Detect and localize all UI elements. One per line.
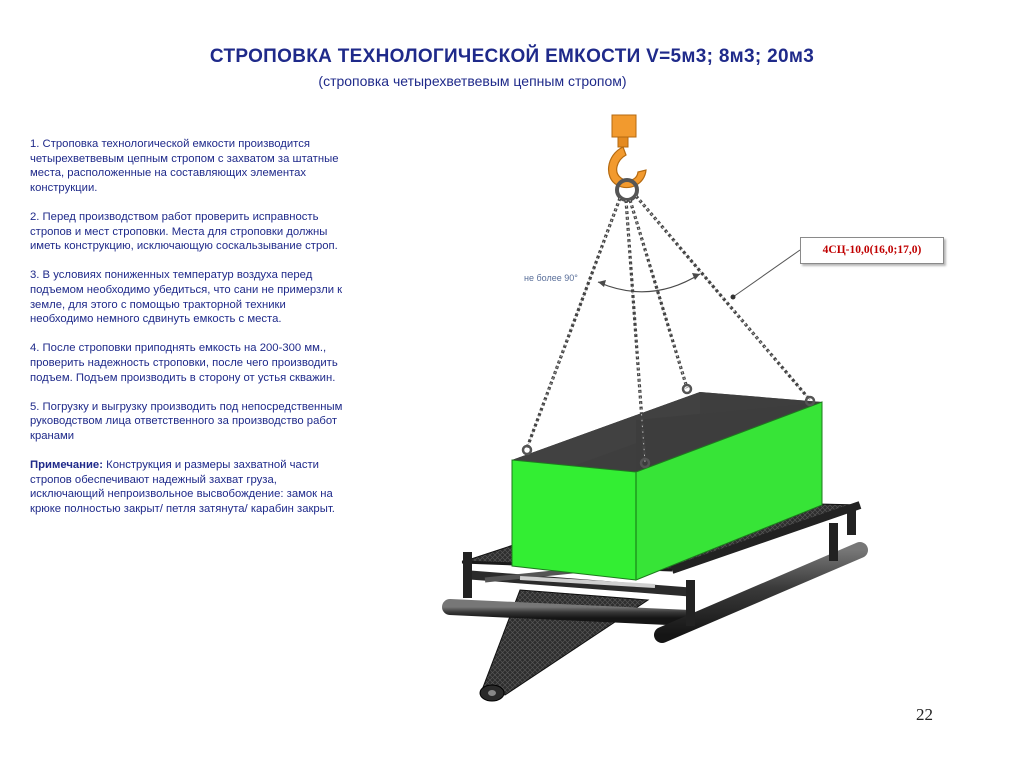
page-title: СТРОПОВКА ТЕХНОЛОГИЧЕСКОЙ ЕМКОСТИ V=5м3; 8м3; 20м3 [209,46,815,67]
note-label: Примечание: [30,459,103,472]
tank-front-face [512,460,636,580]
crane-hook [609,115,646,200]
hook-block [612,115,636,137]
sling-leader-line [733,250,800,297]
instruction-item: 4. После строповки приподнять емкость на 200-300 мм., проверить надежность строповки, после чего производить подъем. Подъем производить в сторону от устья скважин. [30,342,338,384]
instruction-item: 1. Строповка технологической емкости производится четырехветвевым цепным стропом с захватом за штатные места, расположенные на составляющих элементах конструкции. [30,138,339,194]
sling-spec-label: 4СЦ-10,0(16,0;17,0) [800,237,944,264]
instruction-item: 3. В условиях пониженных температур воздуха перед подъемом необходимо убедиться, что сани не примерзли к земле, для этого с помощью тракторной техники необходимо немного сдвинуть емкость с места. [30,269,343,326]
note-text: Конструкция и размеры захватной части стропов обеспечивают надежный захват груза, исключающий непроизвольное высвобождение: замок на крюке полностью закрыт/ петля затянута/ карабин закрыт. [30,459,335,515]
angle-arc [598,274,700,292]
sled-runner-left [450,607,690,618]
instruction-item: 5. Погрузку и выгрузку производить под непосредственным руководством лица ответственного за производство работ кранами [30,400,343,442]
tank [512,392,822,580]
page-number: 22 [916,705,933,724]
angle-label: не более 90° [524,273,578,283]
instruction-item: 2. Перед производством работ проверить исправность стропов и мест строповки. Места для строповки должны иметь конструкцию, исключающую соскальзывание строп. [30,210,338,253]
page-subtitle: (строповка четырехветвевым цепным стропом) [318,73,627,89]
